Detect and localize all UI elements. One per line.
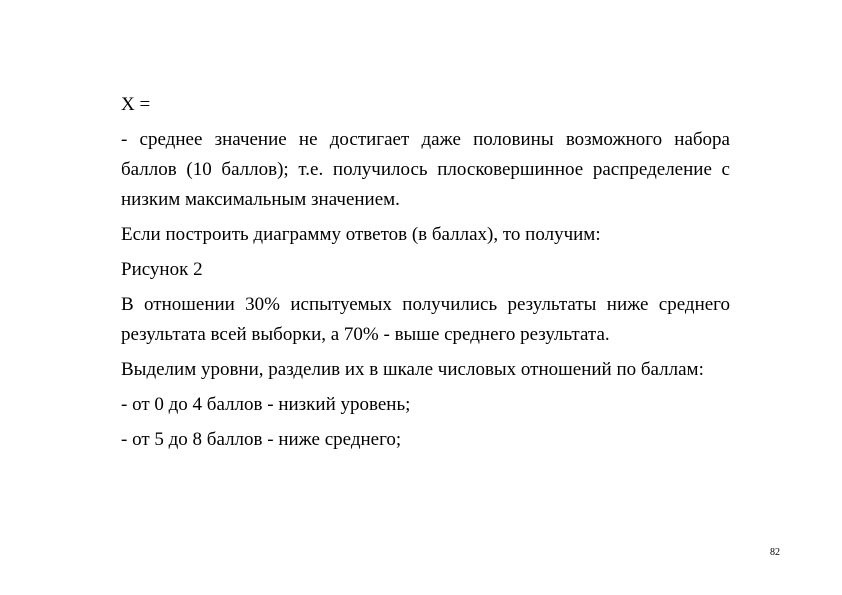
formula-line: X = <box>121 94 151 115</box>
paragraph-percentages: В отношении 30% испытуемых получились результаты ниже среднего результата всей выборки, а 70% - выше среднего результата. <box>121 294 730 345</box>
list-item-low-level: - от 0 до 4 баллов - низкий уровень; <box>121 394 411 415</box>
paragraph-levels-intro: Выделим уровни, разделив их в шкале числовых отношений по баллам: <box>121 359 704 380</box>
paragraph-diagram-intro: Если построить диаграмму ответов (в баллах), то получим: <box>121 224 601 245</box>
document-body <box>121 90 730 460</box>
figure-caption: Рисунок 2 <box>121 259 203 280</box>
paragraph-mean-value: - среднее значение не достигает даже половины возможного набора баллов (10 баллов); т.е. получилось плосковершинное распределение с низким максимальным значением. <box>121 129 730 210</box>
list-item-below-average: - от 5 до 8 баллов - ниже среднего; <box>121 429 402 450</box>
page-number: 82 <box>770 547 780 558</box>
